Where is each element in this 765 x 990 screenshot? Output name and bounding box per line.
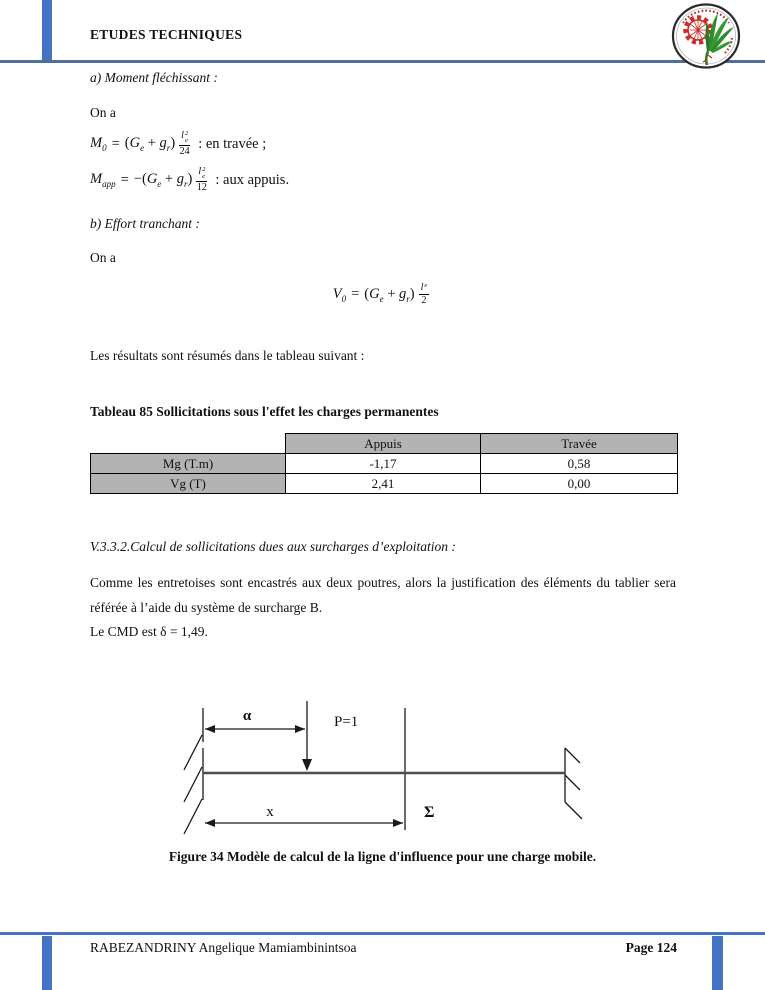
footer-author-name: RABEZANDRINY Angelique Mamiambinintsoa (90, 940, 357, 955)
figure-caption: Figure 34 Modèle de calcul de la ligne d'influence pour une charge mobile. (168, 849, 597, 864)
load-arrowhead (302, 759, 312, 771)
table-title: Tableau 85 Sollicitations sous l'effet les charges permanentes (90, 404, 439, 419)
formula-body: $(G_e + g_r)$ (124, 135, 176, 153)
formula-body: $-(G_e + g_r)$ (133, 171, 193, 189)
school-logo-icon (671, 3, 741, 69)
formula-body: $(G_e + g_r)$ (364, 285, 415, 304)
results-table (90, 433, 678, 494)
alpha-label: α (242, 708, 252, 724)
cell-mg-appuis: -1,17 (286, 454, 481, 474)
table-header-row (91, 434, 678, 454)
load-label: P=1 (334, 714, 359, 730)
formula-moment-appuis: $M_{app}$ = $-(G_e + g_r)$ l 2 e 12 : aux appuis. (90, 166, 290, 193)
body-paragraph: Comme les entretoises sont encastrés aux deux poutres, alors la justification des éléments du tablier sera référée à l’aide du système de surcharge B. (90, 575, 676, 615)
top-left-accent-bar (42, 0, 52, 61)
formula-annotation: : en travée ; (198, 135, 267, 152)
header-rule (0, 60, 765, 63)
bottom-left-accent-bar (42, 936, 52, 990)
fraction: l e 2 (420, 282, 428, 306)
beam-influence-line-diagram (172, 695, 592, 840)
cell-vg-appuis: 2,41 (286, 474, 481, 494)
table-row (91, 474, 678, 494)
heading-effort-tranchant: b) Effort tranchant : (90, 216, 200, 231)
cell-mg-travee: 0,58 (481, 454, 678, 474)
cmd-value-line: Le CMD est δ = 1,49. (90, 624, 208, 639)
subsection-heading: V.3.3.2.Calcul de sollicitations dues aux surcharges d’exploitation : (90, 539, 456, 554)
heading-moment-flechissant: a) Moment fléchissant : (90, 70, 218, 85)
table-row (91, 454, 678, 474)
lead-in-text-2: On a (90, 250, 116, 265)
formula-moment-travee: $M_0$ = $(G_e + g_r)$ l 2 e 24 : en travée ; (90, 130, 267, 157)
formula-annotation: : aux appuis. (215, 171, 290, 188)
formula-lhs: $M_0$ (90, 135, 107, 153)
formula-lhs: $M_{app}$ (90, 171, 116, 189)
fraction: l 2 e 12 (196, 166, 207, 193)
cell-vg-travee: 0,00 (481, 474, 678, 494)
formula-lhs: $V_0$ (332, 285, 347, 304)
sigma-section-label: Σ (424, 804, 435, 821)
col-header-appuis: Appuis (286, 434, 481, 454)
table-corner-cell (91, 434, 286, 454)
row-label-mg: Mg (T.m) (91, 454, 286, 474)
footer-rule (0, 932, 765, 935)
fraction: l 2 e 24 (179, 130, 190, 157)
row-label-vg: Vg (T) (91, 474, 286, 494)
lead-in-text-1: On a (90, 105, 116, 120)
col-header-travee: Travée (481, 434, 678, 454)
footer-page-number: Page 124 (625, 940, 677, 955)
results-intro-text: Les résultats sont résumés dans le tableau suivant : (90, 348, 365, 363)
page-header-title: ETUDES TECHNIQUES (90, 27, 243, 42)
bottom-right-accent-bar (712, 936, 723, 990)
x-dimension-label: x (266, 804, 274, 820)
formula-effort-tranchant: $V_0$ = $(G_e + g_r)$ l e 2 (332, 282, 428, 306)
